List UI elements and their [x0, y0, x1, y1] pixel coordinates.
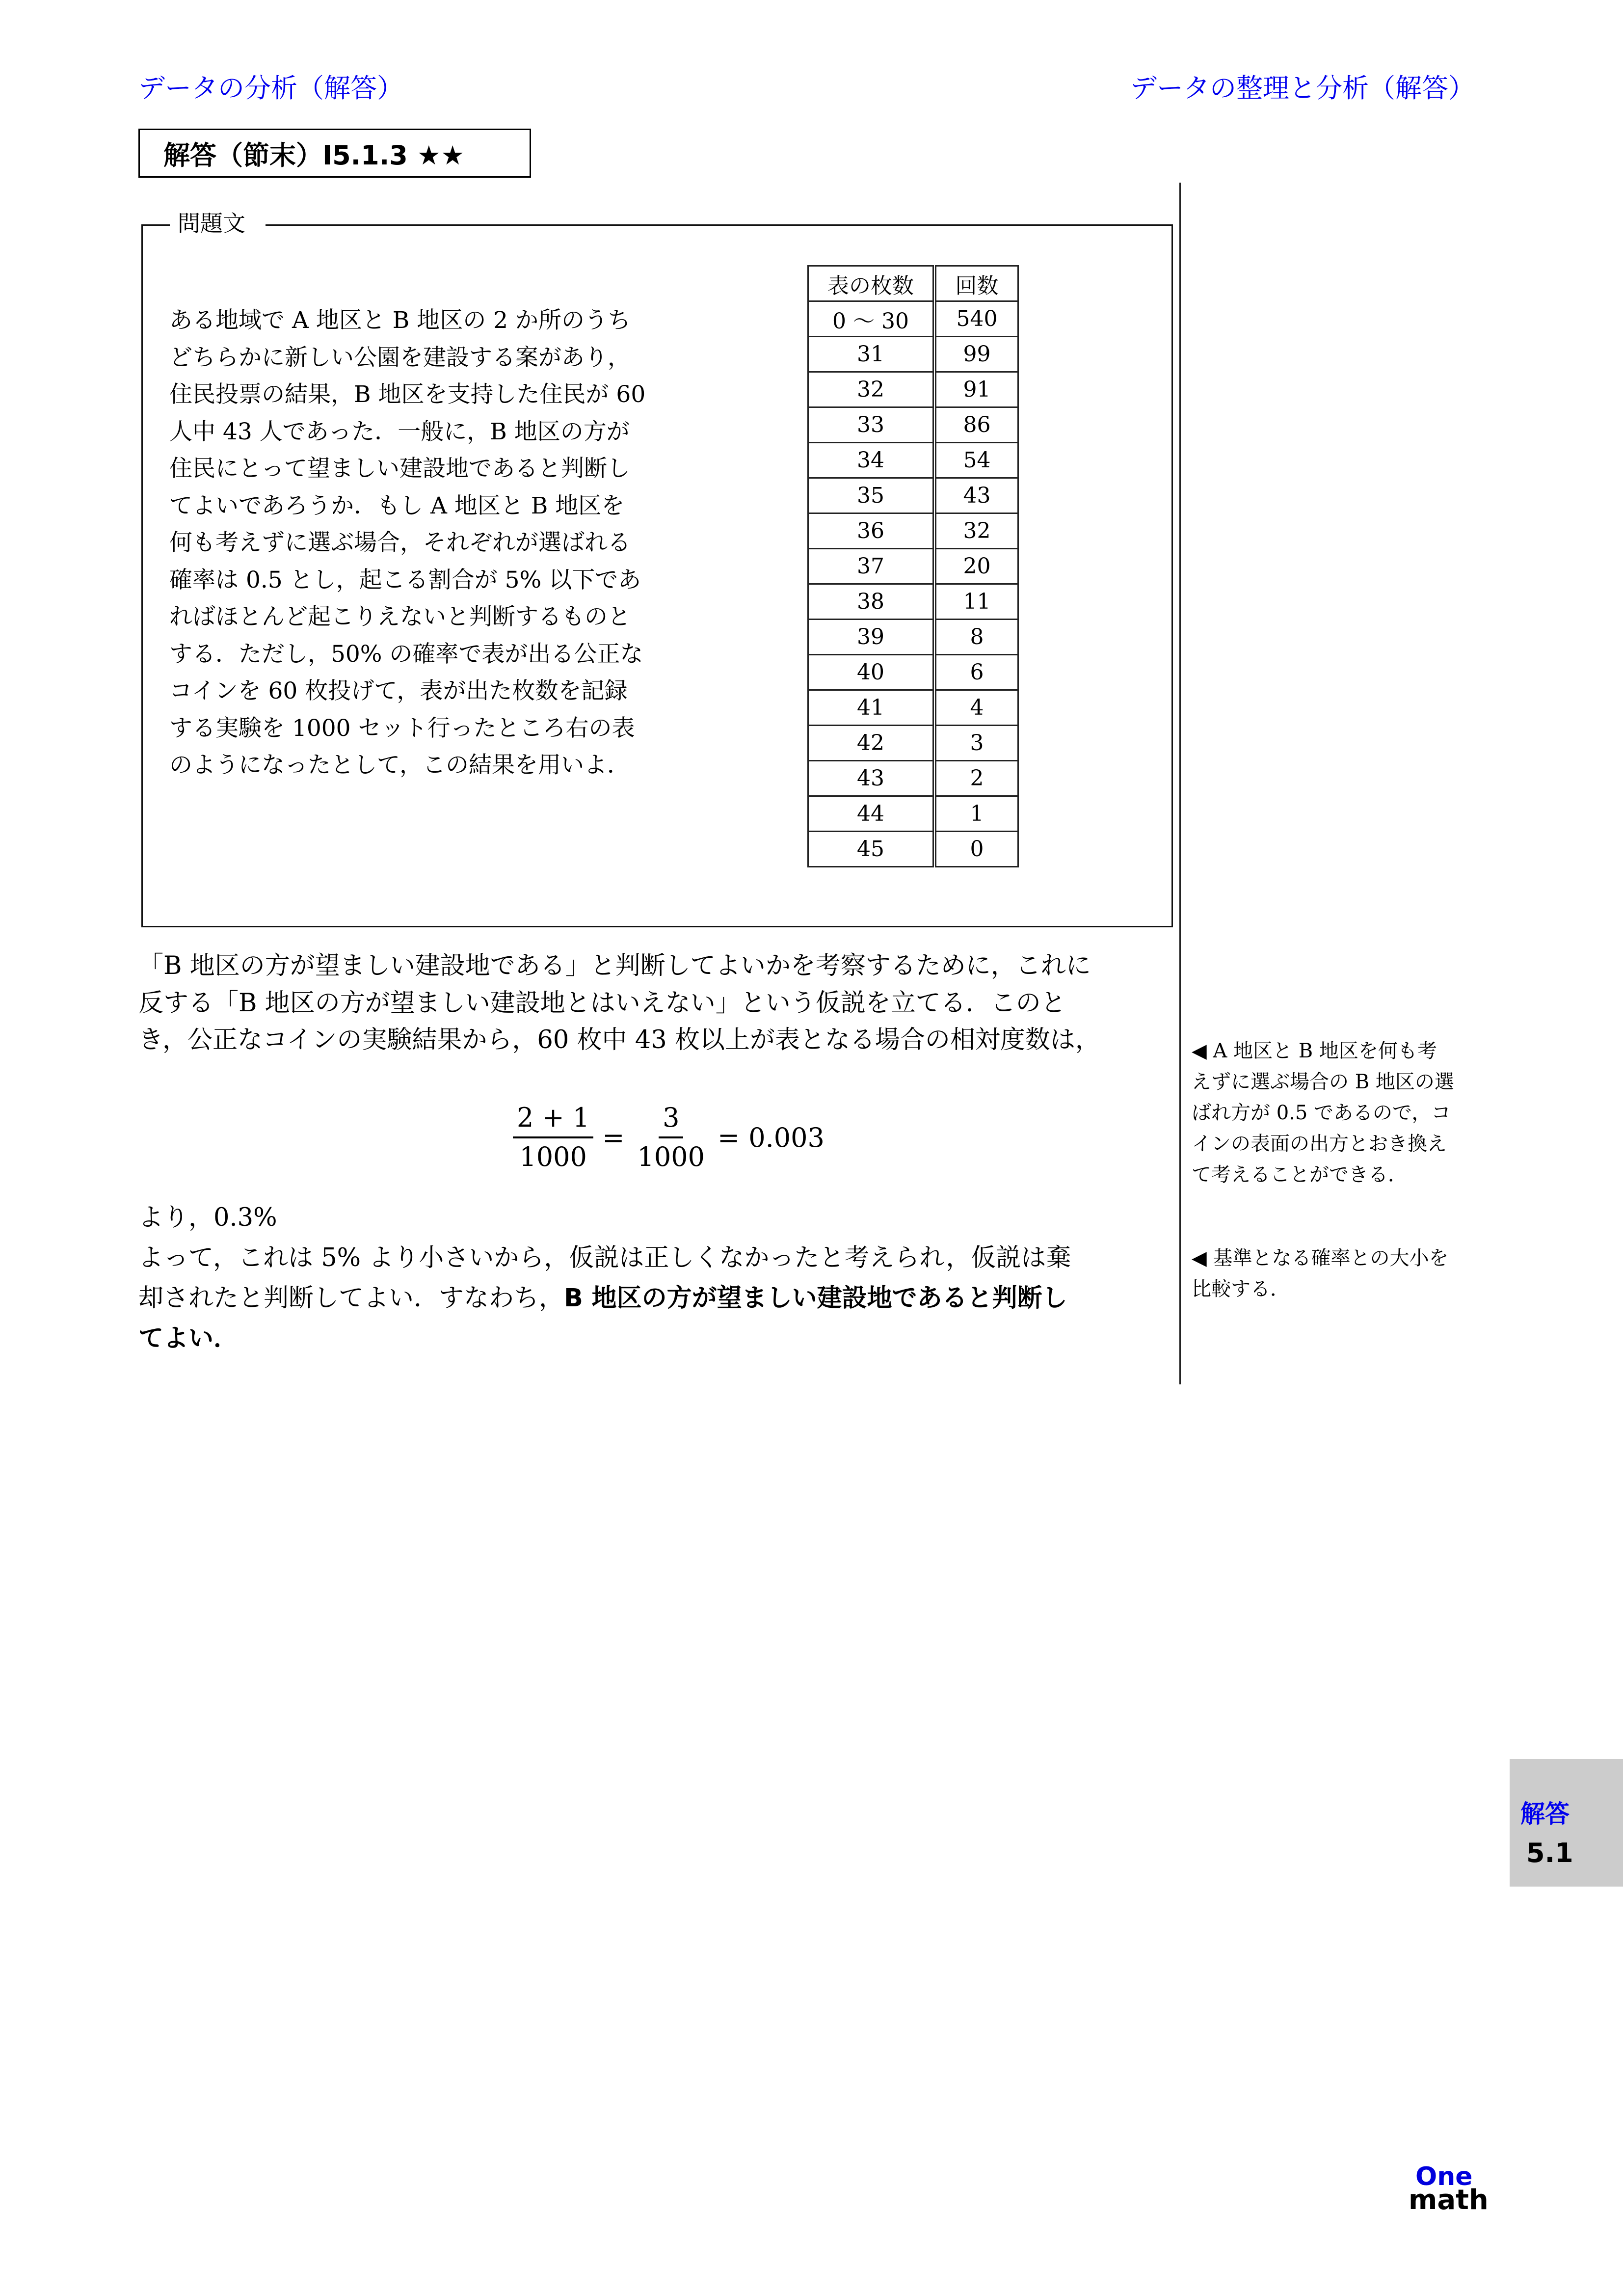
- frequency-cell: 540: [934, 301, 1018, 337]
- table-row: [808, 478, 1018, 513]
- fraction-2: [634, 1102, 709, 1173]
- table-row: [808, 761, 1018, 796]
- equals-sign: =: [602, 1122, 625, 1153]
- heads-count-cell: 44: [808, 796, 935, 832]
- formula-result: 0.003: [748, 1122, 825, 1153]
- frequency-cell: 20: [934, 549, 1018, 584]
- frequency-cell: 3: [934, 726, 1018, 761]
- heads-count-cell: 35: [808, 478, 935, 513]
- heads-count-cell: 37: [808, 549, 935, 584]
- problem-line: のようになったとして，この結果を用いよ．: [169, 752, 631, 779]
- heads-count-cell: 43: [808, 761, 935, 796]
- note-line: て考えることができる．: [1192, 1163, 1408, 1186]
- heads-count-cell: 41: [808, 690, 935, 726]
- section-title-box: [138, 129, 531, 178]
- table-row: [808, 690, 1018, 726]
- table-row: [808, 301, 1018, 337]
- frequency-cell: 99: [934, 337, 1018, 372]
- note-line: 比較する．: [1192, 1278, 1290, 1300]
- side-tab-label: 解答: [1520, 1800, 1570, 1828]
- problem-box-top-border-right: [266, 224, 1173, 226]
- onemath-logo: [1409, 2162, 1489, 2216]
- fraction-1-numerator: 2 + 1: [513, 1102, 593, 1138]
- conclusion-line: [138, 1319, 1174, 1359]
- heads-count-cell: 0 ～ 30: [808, 301, 935, 337]
- header-left-title: データの分析（解答）: [138, 73, 403, 104]
- problem-line: する実験を 1000 セット行ったところ右の表: [169, 714, 635, 742]
- problem-text: [169, 302, 685, 784]
- fraction-2-denominator: 1000: [637, 1141, 705, 1172]
- problem-line: ある地域で A 地区と B 地区の 2 か所のうち: [169, 307, 631, 334]
- note-line: インの表面の出方とおき換え: [1192, 1133, 1447, 1155]
- heads-count-cell: 45: [808, 832, 935, 867]
- frequency-cell: 54: [934, 443, 1018, 478]
- conclusion-line: [138, 1278, 1174, 1319]
- note-line: ◀ 基準となる確率との大小を: [1192, 1247, 1449, 1270]
- frequency-table: [807, 265, 1019, 867]
- header-frequency: 回数: [934, 266, 1018, 301]
- relative-frequency-formula: [513, 1102, 825, 1173]
- table-header-row: [808, 266, 1018, 301]
- table-row: [808, 337, 1018, 372]
- note-line: ◀ A 地区と B 地区を何も考: [1192, 1040, 1437, 1062]
- table-row: [808, 407, 1018, 443]
- header-heads-count: 表の枚数: [808, 266, 935, 301]
- frequency-cell: 43: [934, 478, 1018, 513]
- side-tab-number: 5.1: [1526, 1837, 1573, 1868]
- header-right-title: データの整理と分析（解答）: [1130, 73, 1475, 104]
- table-row: [808, 372, 1018, 407]
- heads-count-cell: 33: [808, 407, 935, 443]
- margin-divider: [1179, 183, 1181, 1384]
- conclusion-line: よって，これは 5% より小さいから，仮説は正しくなかったと考えられ，仮説は棄: [138, 1243, 1071, 1272]
- heads-count-cell: 31: [808, 337, 935, 372]
- frequency-cell: 0: [934, 832, 1018, 867]
- fraction-2-numerator: 3: [659, 1102, 683, 1138]
- frequency-cell: 6: [934, 655, 1018, 690]
- conclusion-emphasis: てよい．: [138, 1324, 239, 1353]
- problem-line: コインを 60 枚投げて，表が出た枚数を記録: [169, 677, 628, 704]
- table-row: [808, 443, 1018, 478]
- frequency-cell: 8: [934, 620, 1018, 655]
- conclusion-text: [138, 1198, 1174, 1359]
- frequency-cell: 1: [934, 796, 1018, 832]
- problem-line: 何も考えずに選ぶ場合，それぞれが選ばれる: [169, 529, 631, 556]
- chapter-side-tab[interactable]: [1510, 1759, 1623, 1887]
- heads-count-cell: 42: [808, 726, 935, 761]
- margin-note-1: [1192, 1036, 1496, 1190]
- problem-line: てよいであろうか．もし A 地区と B 地区を: [169, 492, 625, 519]
- heads-count-cell: 39: [808, 620, 935, 655]
- margin-note-2: [1192, 1243, 1496, 1305]
- table-row: [808, 584, 1018, 620]
- heads-count-cell: 36: [808, 513, 935, 549]
- answer-text: [138, 947, 1174, 1059]
- table-row: [808, 796, 1018, 832]
- answer-line: 「B 地区の方が望ましい建設地である」と判断してよいかを考察するために，これに: [138, 951, 1091, 980]
- problem-box-top-border-left: [141, 224, 170, 226]
- section-title: 解答（節末）I5.1.3 ★★: [163, 139, 465, 171]
- fraction-1: [513, 1102, 593, 1173]
- problem-line: 住民投票の結果，B 地区を支持した住民が 60: [169, 381, 646, 408]
- heads-count-cell: 38: [808, 584, 935, 620]
- frequency-cell: 86: [934, 407, 1018, 443]
- problem-line: 人中 43 人であった．一般に，B 地区の方が: [169, 418, 630, 445]
- logo-math-text: math: [1409, 2184, 1489, 2216]
- problem-line: 確率は 0.5 とし，起こる割合が 5% 以下であ: [169, 566, 641, 594]
- logo-one-text: One: [1415, 2162, 1473, 2191]
- table-row: [808, 655, 1018, 690]
- heads-count-cell: 40: [808, 655, 935, 690]
- equals-sign: =: [717, 1122, 740, 1153]
- heads-count-cell: 32: [808, 372, 935, 407]
- frequency-cell: 11: [934, 584, 1018, 620]
- problem-line: 住民にとって望ましい建設地であると判断し: [169, 455, 631, 482]
- problem-line: どちらかに新しい公園を建設する案があり，: [169, 344, 631, 371]
- table-row: [808, 832, 1018, 867]
- fraction-1-denominator: 1000: [519, 1141, 587, 1172]
- heads-count-cell: 34: [808, 443, 935, 478]
- note-line: えずに選ぶ場合の B 地区の選: [1192, 1071, 1454, 1093]
- frequency-cell: 32: [934, 513, 1018, 549]
- conclusion-plain: 却されたと判断してよい．すなわち，: [138, 1284, 564, 1313]
- table-row: [808, 620, 1018, 655]
- answer-line: 反する「B 地区の方が望ましい建設地とはいえない」という仮説を立てる．このと: [138, 988, 1066, 1018]
- problem-label: 問題文: [178, 210, 245, 237]
- frequency-cell: 91: [934, 372, 1018, 407]
- frequency-cell: 4: [934, 690, 1018, 726]
- problem-line: ればほとんど起こりえないと判断するものと: [169, 603, 631, 630]
- answer-line: き，公正なコインの実験結果から，60 枚中 43 枚以上が表となる場合の相対度数は，: [138, 1026, 1100, 1054]
- table-row: [808, 726, 1018, 761]
- problem-line: する．ただし，50% の確率で表が出る公正な: [169, 640, 643, 668]
- conclusion-emphasis: B 地区の方が望ましい建設地であると判断し: [564, 1284, 1067, 1313]
- table-row: [808, 549, 1018, 584]
- frequency-cell: 2: [934, 761, 1018, 796]
- note-line: ばれ方が 0.5 であるので，コ: [1192, 1102, 1451, 1124]
- after-formula-line: より，0.3%: [138, 1203, 277, 1232]
- table-row: [808, 513, 1018, 549]
